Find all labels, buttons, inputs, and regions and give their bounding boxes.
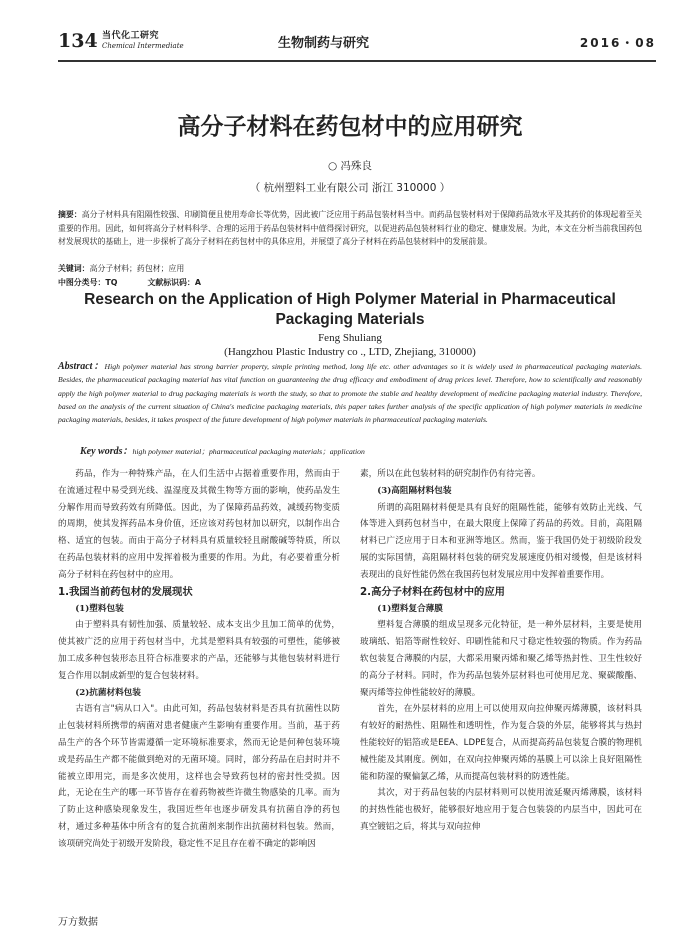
section-1-heading: 1.我国当前药包材的发展现状 — [58, 585, 193, 598]
subsection-1-1-paragraph: 由于塑料具有韧性加强、质量较轻、成本支出少且加工简单的优势，使其被广泛的应用于药包材当中，尤其是塑料具有较强的可塑性，能够被加工成多种包装形态且符合标准要求的产品，还能够与其他包装材料进行复合作用以制成新型的复合包装材料。 — [58, 620, 340, 681]
english-title-line-2: Packaging Materials — [275, 311, 425, 328]
intro-paragraph: 药品，作为一种特殊产品，在人们生活中占据着重要作用，然而由于在流通过程中易受到光线、温湿度及其微生物等方面的影响，使药品发生分解作用而导致药效有所降低。因此，为了保障药品药效，减缓药物变质的周期，使其发挥药品本身价值，还应该对药包材加以研究，以制作出合格、适宜的包装。而由于高分子材料具有质量较轻且耐酸碱等特质，所以在药品包装材料的应用中发挥着极为重要的作用。为此，有必要着重分析高分子材料在药包材中的应用。 — [58, 469, 340, 580]
abstract-cn-label: 摘要： — [58, 210, 82, 219]
keywords-cn — [58, 263, 184, 274]
subsection-1-2-heading: (2)抗菌材料包装 — [75, 687, 141, 698]
journal-name — [102, 32, 184, 50]
subsection-2-1-paragraph-1: 塑料复合薄膜的组成呈现多元化特征，是一种外层材料，主要是使用玻璃纸、铝箔等耐性较好、印刷性能和尺寸稳定性较强的物质。作为药品软包装复合薄膜的内层，大都采用聚丙烯和聚乙烯等热封性、卫生性较好的高分子材料。同时，作为药品包装外层材料也可使用尼龙、聚碳酸酯、聚丙烯等拉伸性能较好的薄膜。 — [360, 620, 642, 698]
english-title-line-1: Research on the Application of High Polymer Material in Pharmaceutical — [84, 291, 616, 308]
subsection-1-2-paragraph: 古语有言"病从口入"。由此可知，药品包装材料是否具有抗菌性以防止包装材料所携带的病菌对患者健康产生影响有重要作用。当前，基于药品生产的各个环节皆需遵循一定环境标准要求，然而无论是何种包装环境或是药品生产都不能做到绝对的无菌环境。同时，部分药品在启封时并不能被立即用完，而是多次使用，这样也会导致药包材的密封性受损。因此，无论在生产的哪一环节皆存在着药物被些许微生物感染的几率。而为了防止这种感染现象发生，我国近些年也逐步研发具有抗菌自净的药包材，通过多种基体中所含有的复合抗菌剂来制作出抗菌材料包装。然而，该项研究尚处于初级开发阶段，稳定性不足且存在着不确定的影响因 — [58, 704, 340, 849]
doc-code-value: A — [194, 278, 201, 287]
journal-name-cn: 当代化工研究 — [102, 31, 160, 41]
subsection-1-3-heading: (3)高阻隔材料包装 — [377, 485, 452, 496]
subsection-2-1-paragraph-2: 首先，在外层材料的应用上可以使用双向拉伸聚丙烯薄膜，该材料具有较好的耐热性、阻隔性和透明性，作为复合袋的外层，能够将其与热封性能较好的铝箔或是EEA、LDPE复合，从而提高药品包装复合膜的物理机械性能及其刚度。例如，在双向拉伸聚丙烯的基膜上可以涂上良好阻隔性能和防湿的聚偏氯乙烯，从而提高包装材料的防透性能。 — [360, 704, 642, 782]
clc-value: TQ — [105, 278, 118, 287]
body-column-left — [58, 466, 340, 853]
english-title — [0, 290, 700, 330]
keywords-cn-label: 关键词： — [58, 264, 90, 273]
journal-name-en: Chemical Intermediate — [102, 42, 184, 50]
doc-code-label: 文献标识码： — [147, 278, 195, 287]
subsection-2-1-paragraph-3: 其次，对于药品包装的内层材料则可以使用流延聚丙烯薄膜，该材料的封热性能也极好，能够很好地应用于复合包装袋的内层当中，因此可在真空镀铝之后，将其与双向拉伸 — [360, 788, 642, 832]
abstract-cn — [58, 208, 642, 249]
subsection-1-3-paragraph: 所谓的高阻隔材料便是具有良好的阻隔性能，能够有效防止光线、气体等进入到药包材当中，在最大限度上保障了药品的药效。目前，高阻隔材料已广泛应用于日本和亚洲等地区。然而，鉴于我国仍处于初级阶段发展的实际国情，高阻隔材料包装的研究发展速度仍相对缓慢，但是该材料表现出的良好性能仍然在我国药包材发展应用中发挥着重要作用。 — [360, 502, 642, 580]
abstract-en — [58, 360, 642, 426]
english-affiliation: (Hangzhou Plastic Industry co ., LTD, Zhejiang, 310000) — [224, 346, 476, 358]
issue-number: 2016・08 — [579, 36, 656, 50]
page-number: 134 — [58, 30, 98, 52]
subsection-2-1-heading: (1)塑料复合薄膜 — [377, 603, 443, 614]
section-title: 生物制药与研究 — [278, 36, 370, 51]
clc-label: 中图分类号： — [58, 278, 106, 287]
classification — [58, 277, 201, 288]
abstract-en-text: High polymer material has strong barrier property, simple printing method, long life etc. other advantages so it is widely used in pharmaceutical packaging materials. Besides, the pharmaceutical packaging material has vital function on guaranteeing the drug efficacy and embodiment of drug prices level. Therefore, how to scientifically and reasonably apply the high polymer material to drug packaging materials is worth the study, so that to promote the stable and healthy development of medicine packaging material industry. Therefore, based on the analysis of the current situation of China's medicine packaging materials, this paper takes further analysis of the specific application of high polymer materials in medicine packaging materials, besides, it takes prospect of the future development of high polymer materials in pharmaceutical packaging materials. — [58, 362, 642, 425]
header-rule — [58, 60, 656, 62]
page-header — [58, 30, 656, 60]
body-column-right — [360, 466, 642, 836]
keywords-cn-text: 高分子材料；药包材；应用 — [89, 264, 185, 273]
keywords-en-text: high polymer material；pharmaceutical packaging materials；application — [132, 447, 365, 456]
section-2-heading: 2.高分子材料在药包材中的应用 — [360, 585, 505, 598]
abstract-cn-text: 高分子材料具有阻隔性较强、印刷简便且使用寿命长等优势，因此被广泛应用于药品包装材料当中。而药品包装材料对于保障药品效水平及其药价的体现起着至关重要的作用。因此，如何将高分子材料科学、合理的运用于药品包装材料中值得探讨研究，以促进药品包装材料行业的稳定、健康发展。为此，本文在分析当前我国药包材发展现状的基础上，进一步探析了高分子材料在药包材中的具体应用，并展望了高分子材料在药品包装材料中的发展前景。 — [58, 210, 642, 247]
footer-watermark: 万方数据 — [58, 917, 98, 928]
abstract-en-label: Abstract： — [58, 361, 105, 372]
keywords-en — [80, 442, 365, 457]
author: ○ 冯殊良 — [328, 160, 372, 172]
english-author: Feng Shuliang — [318, 332, 382, 344]
subsection-1-2-continuation: 素，所以在此包装材料的研究制作仍有待完善。 — [360, 469, 541, 479]
article-title: 高分子材料在药包材中的应用研究 — [177, 114, 523, 140]
subsection-1-1-heading: (1)塑料包装 — [75, 603, 124, 614]
keywords-en-label: Key words： — [80, 446, 133, 457]
affiliation: （ 杭州塑料工业有限公司 浙江 310000 ） — [249, 182, 451, 194]
